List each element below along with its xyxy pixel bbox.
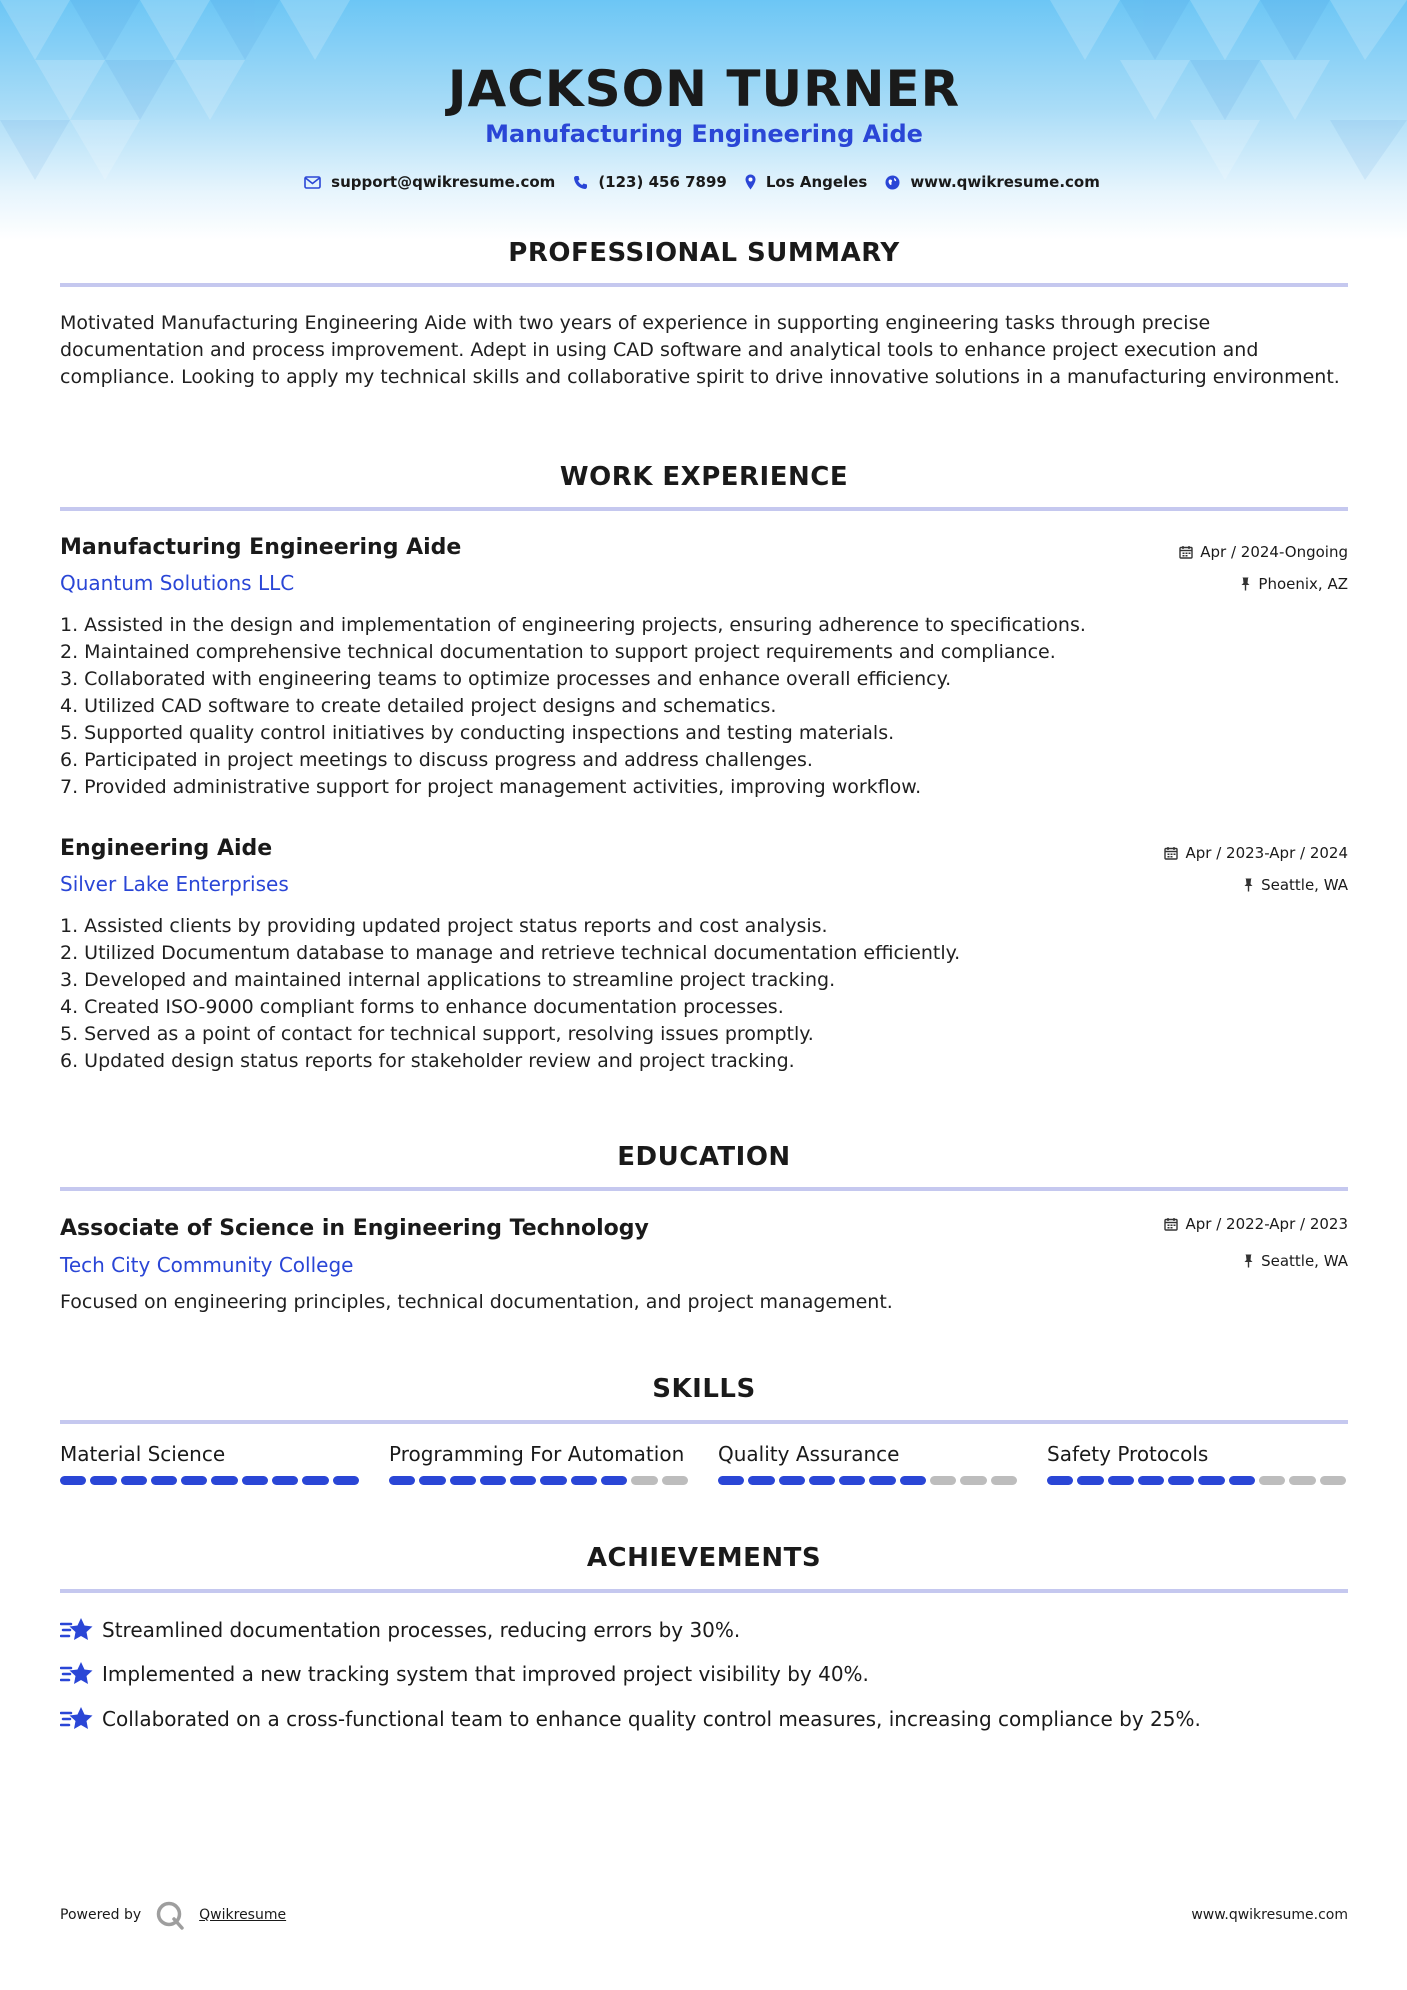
- contact-email[interactable]: [304, 173, 555, 191]
- contact-phone-text: (123) 456 7899: [598, 173, 727, 191]
- skill-name: Quality Assurance: [718, 1442, 900, 1466]
- skill-segment-filled: [869, 1476, 895, 1485]
- list-item: 4. Created ISO-9000 compliant forms to enhance documentation processes.: [60, 996, 784, 1018]
- skill-item: [1047, 1442, 1346, 1485]
- envelope-icon: [304, 176, 321, 189]
- job-location: [1243, 876, 1348, 894]
- skill-segment-filled: [839, 1476, 865, 1485]
- skill-level-bar: [718, 1476, 1017, 1485]
- skill-segment-empty: [1289, 1476, 1315, 1485]
- skill-segment-empty: [930, 1476, 956, 1485]
- star-icon: [60, 1660, 94, 1688]
- school-name: Tech City Community College: [60, 1253, 354, 1277]
- skill-segment-filled: [748, 1476, 774, 1485]
- map-pin-icon: [745, 174, 756, 190]
- job-company: Quantum Solutions LLC: [60, 571, 295, 595]
- powered-by-label: Powered by: [60, 1907, 142, 1923]
- skills-grid: [60, 1442, 1348, 1485]
- skill-item: [389, 1442, 688, 1485]
- job-bullets: [60, 612, 1348, 801]
- list-item: 2. Maintained comprehensive technical documentation to support project requirements and compliance.: [60, 641, 1056, 663]
- skill-name: Material Science: [60, 1442, 226, 1466]
- achievements-heading: ACHIEVEMENTS: [586, 1543, 822, 1573]
- skill-name: Safety Protocols: [1047, 1442, 1209, 1466]
- list-item: 5. Served as a point of contact for technical support, resolving issues promptly.: [60, 1023, 814, 1045]
- job-title: Manufacturing Engineering Aide: [60, 535, 462, 560]
- achievement-text: Implemented a new tracking system that improved project visibility by 40%.: [102, 1662, 869, 1686]
- job-location-text: Seattle, WA: [1261, 876, 1348, 894]
- footer-powered-by: [60, 1900, 286, 1930]
- skill-segment-filled: [450, 1476, 476, 1485]
- education-dates-text: Apr / 2022-Apr / 2023: [1185, 1215, 1348, 1233]
- achievements-divider: [60, 1589, 1348, 1593]
- skill-segment-empty: [1259, 1476, 1285, 1485]
- qwikresume-link[interactable]: Qwikresume: [199, 1907, 287, 1923]
- phone-icon: [573, 175, 588, 190]
- job-dates: [1179, 543, 1348, 561]
- skill-segment-filled: [1168, 1476, 1194, 1485]
- list-item: 4. Utilized CAD software to create detailed project designs and schematics.: [60, 695, 777, 717]
- skill-segment-filled: [302, 1476, 328, 1485]
- globe-icon: [885, 175, 900, 190]
- job-dates-text: Apr / 2024-Ongoing: [1200, 543, 1348, 561]
- job-location-text: Phoenix, AZ: [1258, 575, 1348, 593]
- education-heading: EDUCATION: [617, 1142, 791, 1172]
- skill-level-bar: [389, 1476, 688, 1485]
- list-item: 7. Provided administrative support for project management activities, improving workflow.: [60, 776, 922, 798]
- list-item: 3. Collaborated with engineering teams to optimize processes and enhance overall efficiency.: [60, 668, 952, 690]
- star-icon: [60, 1705, 94, 1733]
- skill-segment-filled: [333, 1476, 359, 1485]
- contact-email-text: support@qwikresume.com: [331, 173, 556, 191]
- skill-segment-filled: [151, 1476, 177, 1485]
- pin-icon: [1240, 577, 1251, 591]
- skill-segment-filled: [601, 1476, 627, 1485]
- skill-segment-filled: [1198, 1476, 1224, 1485]
- contact-phone[interactable]: [573, 173, 727, 191]
- skill-segment-filled: [900, 1476, 926, 1485]
- list-item: 6. Participated in project meetings to discuss progress and address challenges.: [60, 749, 813, 771]
- list-item: 1. Assisted in the design and implementation of engineering projects, ensuring adherence to specifications.: [60, 614, 1086, 636]
- skill-segment-filled: [1047, 1476, 1073, 1485]
- calendar-icon: [1179, 545, 1193, 559]
- education-divider: [60, 1187, 1348, 1191]
- skill-segment-filled: [1229, 1476, 1255, 1485]
- job-location: [1240, 575, 1348, 593]
- summary-heading: PROFESSIONAL SUMMARY: [508, 238, 900, 268]
- candidate-role: Manufacturing Engineering Aide: [485, 120, 923, 148]
- achievement-item: [60, 1705, 1201, 1733]
- skill-item: [718, 1442, 1017, 1485]
- skill-segment-filled: [779, 1476, 805, 1485]
- candidate-name: JACKSON TURNER: [447, 60, 961, 118]
- achievement-item: [60, 1616, 740, 1644]
- qwikresume-logo-icon: [155, 1900, 185, 1930]
- job-dates-text: Apr / 2023-Apr / 2024: [1185, 844, 1348, 862]
- skill-segment-filled: [540, 1476, 566, 1485]
- skills-divider: [60, 1420, 1348, 1424]
- skill-segment-filled: [1077, 1476, 1103, 1485]
- calendar-icon: [1164, 846, 1178, 860]
- skill-segment-empty: [631, 1476, 657, 1485]
- education-location: [1243, 1252, 1348, 1270]
- education-description: Focused on engineering principles, technical documentation, and project management.: [60, 1291, 893, 1313]
- experience-heading: WORK EXPERIENCE: [559, 462, 849, 492]
- skill-segment-filled: [181, 1476, 207, 1485]
- skill-segment-filled: [718, 1476, 744, 1485]
- contact-location-text: Los Angeles: [765, 173, 868, 191]
- pin-icon: [1243, 1254, 1254, 1268]
- skill-segment-filled: [121, 1476, 147, 1485]
- skill-segment-filled: [1138, 1476, 1164, 1485]
- pin-icon: [1243, 878, 1254, 892]
- skill-segment-filled: [272, 1476, 298, 1485]
- degree-title: Associate of Science in Engineering Technology: [60, 1216, 649, 1241]
- job-title: Engineering Aide: [60, 836, 273, 861]
- skill-segment-filled: [480, 1476, 506, 1485]
- skill-item: [60, 1442, 359, 1485]
- job-dates: [1164, 844, 1348, 862]
- job-bullets: [60, 913, 1348, 1075]
- list-item: 3. Developed and maintained internal applications to streamline project tracking.: [60, 969, 836, 991]
- contact-website[interactable]: [885, 173, 1100, 191]
- skill-level-bar: [1047, 1476, 1346, 1485]
- contact-location: [745, 173, 867, 191]
- skill-segment-empty: [662, 1476, 688, 1485]
- achievement-text: Collaborated on a cross-functional team to enhance quality control measures, increasing compliance by 25%.: [102, 1707, 1201, 1731]
- list-item: 2. Utilized Documentum database to manage and retrieve technical documentation efficiently.: [60, 942, 961, 964]
- skills-heading: SKILLS: [652, 1374, 756, 1404]
- summary-text: Motivated Manufacturing Engineering Aide with two years of experience in supporting engineering tasks through precise documentation and process improvement. Adept in using CAD software and analytical tools to enhance project execution and compliance. Looking to apply my technical skills and collaborative spirit to drive innovative solutions in a manufacturing environment.: [60, 312, 1340, 388]
- skill-segment-filled: [419, 1476, 445, 1485]
- skill-segment-empty: [991, 1476, 1017, 1485]
- skill-segment-filled: [389, 1476, 415, 1485]
- calendar-icon: [1164, 1217, 1178, 1231]
- achievement-item: [60, 1660, 869, 1688]
- skill-segment-filled: [242, 1476, 268, 1485]
- contact-website-text: www.qwikresume.com: [910, 173, 1100, 191]
- star-icon: [60, 1616, 94, 1644]
- skill-segment-filled: [211, 1476, 237, 1485]
- contact-bar: [60, 173, 1348, 191]
- list-item: 6. Updated design status reports for stakeholder review and project tracking.: [60, 1050, 795, 1072]
- education-location-text: Seattle, WA: [1261, 1252, 1348, 1270]
- skill-segment-empty: [1320, 1476, 1346, 1485]
- skill-segment-filled: [571, 1476, 597, 1485]
- list-item: 5. Supported quality control initiatives by conducting inspections and testing materials.: [60, 722, 895, 744]
- education-dates: [1164, 1215, 1348, 1233]
- list-item: 1. Assisted clients by providing updated project status reports and cost analysis.: [60, 915, 828, 937]
- skill-segment-filled: [90, 1476, 116, 1485]
- experience-divider: [60, 507, 1348, 511]
- skill-segment-filled: [510, 1476, 536, 1485]
- skill-level-bar: [60, 1476, 359, 1485]
- summary-divider: [60, 283, 1348, 287]
- skill-segment-filled: [809, 1476, 835, 1485]
- job-company: Silver Lake Enterprises: [60, 872, 289, 896]
- skill-segment-filled: [60, 1476, 86, 1485]
- skill-segment-empty: [960, 1476, 986, 1485]
- skill-segment-filled: [1108, 1476, 1134, 1485]
- footer-website[interactable]: www.qwikresume.com: [1191, 1907, 1348, 1923]
- achievement-text: Streamlined documentation processes, reducing errors by 30%.: [102, 1618, 741, 1642]
- skill-name: Programming For Automation: [389, 1442, 685, 1466]
